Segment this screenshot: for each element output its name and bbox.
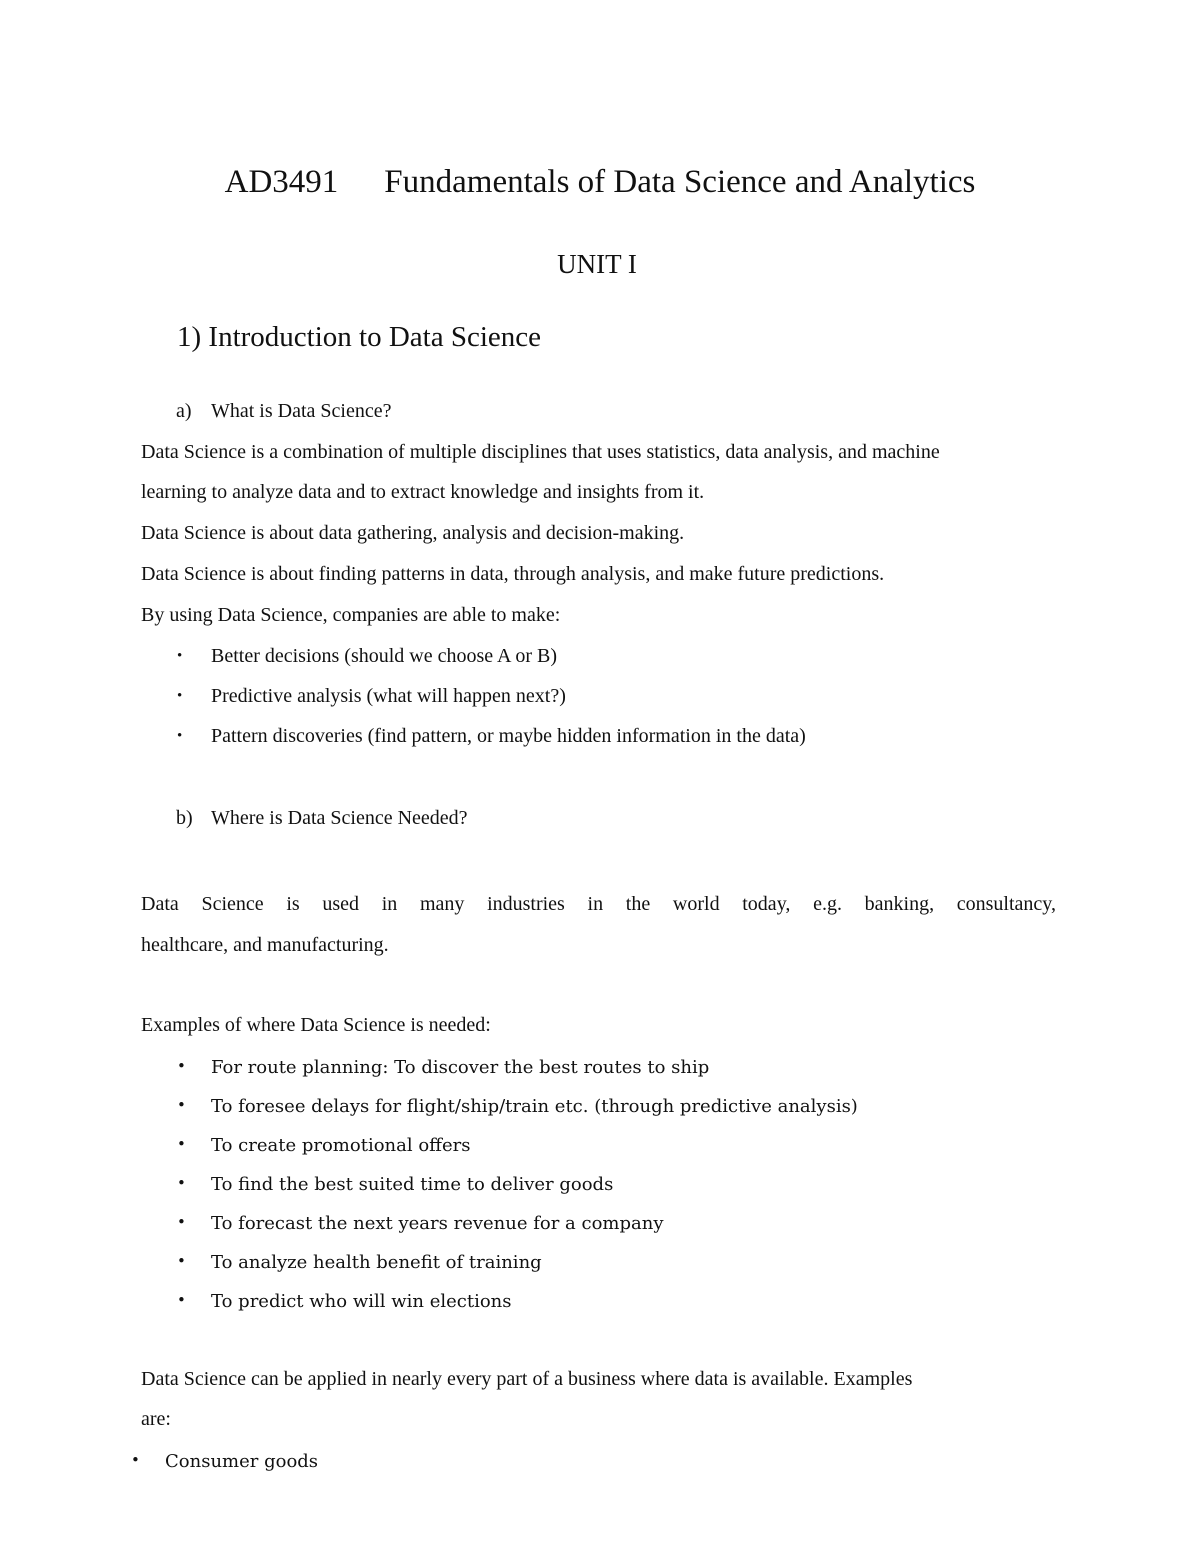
list-item-text: To create promotional offers: [211, 1135, 471, 1156]
list-item-text: To predict who will win elections: [211, 1291, 512, 1312]
paragraph-line: Data Science is about data gathering, analysis and decision-making.: [141, 522, 685, 544]
list-item: [177, 1129, 470, 1161]
list-item-text: Consumer goods: [165, 1451, 319, 1472]
subheading-marker: a): [176, 400, 192, 422]
bullet-icon: •: [177, 1096, 186, 1114]
bullet-icon: •: [177, 728, 183, 744]
unit-heading: UNIT I: [557, 249, 637, 279]
list-item: [177, 1285, 512, 1317]
paragraph-line: Data Science can be applied in nearly every part of a business where data is available. Examples: [141, 1368, 913, 1390]
list-item-text: Pattern discoveries (find pattern, or maybe hidden information in the data): [211, 725, 806, 747]
subheading-where-needed: [176, 803, 468, 833]
list-item: [177, 681, 566, 711]
subheading-what-is-data-science: [176, 396, 391, 426]
list-item-text: Better decisions (should we choose A or B): [211, 645, 558, 667]
list-item: [177, 721, 806, 751]
bullet-icon: •: [177, 1252, 186, 1270]
paragraph-line: Data Science is used in many industries in the world today, e.g. banking, consultancy,: [141, 893, 1056, 915]
list-item-text: Predictive analysis (what will happen next?): [211, 685, 566, 707]
list-item: [177, 1090, 858, 1122]
bullet-icon: •: [177, 648, 183, 664]
list-item: [177, 1168, 613, 1200]
bullet-icon: •: [177, 1174, 186, 1192]
paragraph-line: Examples of where Data Science is needed:: [141, 1014, 491, 1036]
paragraph-line: Data Science is about finding patterns in data, through analysis, and make future predictions.: [141, 563, 885, 585]
subheading-text: What is Data Science?: [211, 400, 392, 422]
paragraph-line: healthcare, and manufacturing.: [141, 934, 389, 956]
bullet-icon: •: [177, 1291, 186, 1309]
document-title: [0, 158, 1200, 206]
bullet-icon: •: [177, 1213, 186, 1231]
section-heading: 1) Introduction to Data Science: [177, 321, 541, 353]
bullet-icon: •: [177, 688, 183, 704]
list-item-text: To find the best suited time to deliver goods: [211, 1174, 614, 1195]
paragraph-line: learning to analyze data and to extract knowledge and insights from it.: [141, 481, 705, 503]
list-item-text: To forecast the next years revenue for a company: [211, 1213, 664, 1234]
paragraph-line: Data Science is a combination of multiple disciplines that uses statistics, data analysis, and machine: [141, 441, 940, 463]
list-item: [177, 1207, 664, 1239]
list-item-text: To foresee delays for flight/ship/train etc. (through predictive analysis): [211, 1096, 858, 1117]
bullet-icon: •: [177, 1057, 186, 1075]
bullet-icon: •: [131, 1451, 140, 1469]
paragraph-line: By using Data Science, companies are able to make:: [141, 604, 561, 626]
list-item-text: For route planning: To discover the best routes to ship: [211, 1057, 710, 1078]
list-item: [177, 1246, 542, 1278]
list-item-text: To analyze health benefit of training: [211, 1252, 542, 1273]
paragraph-line: are:: [141, 1408, 171, 1430]
bullet-icon: •: [177, 1135, 186, 1153]
list-item: [177, 1051, 709, 1083]
course-code: AD3491: [224, 164, 339, 200]
course-title: Fundamentals of Data Science and Analytics: [384, 164, 976, 200]
subheading-text: Where is Data Science Needed?: [211, 807, 468, 829]
list-item: [177, 641, 557, 671]
list-item: [131, 1445, 318, 1477]
subheading-marker: b): [176, 807, 193, 829]
